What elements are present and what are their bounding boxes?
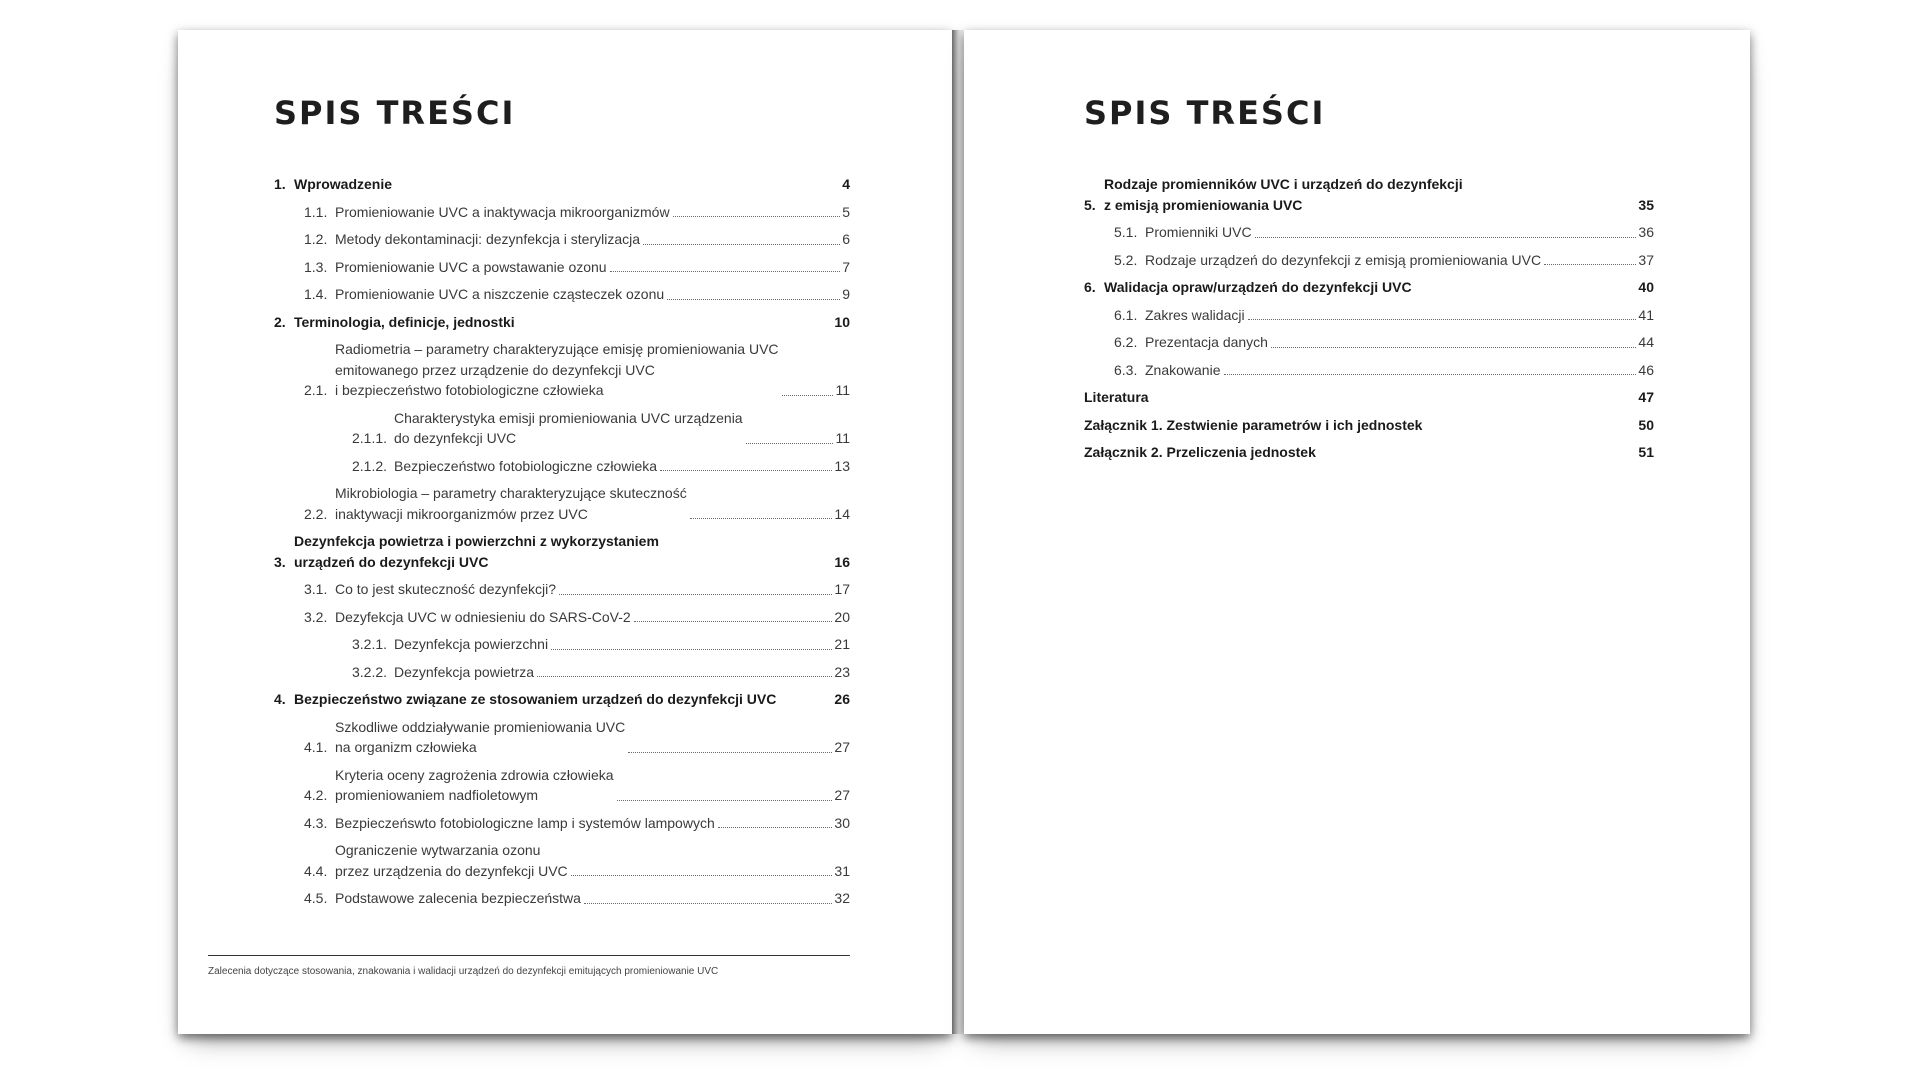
toc-entry-title: Metody dekontaminacji: dezynfekcja i sterylizacja bbox=[335, 231, 641, 247]
toc-entry-title: Co to jest skuteczność dezynfekcji? bbox=[335, 581, 556, 597]
toc-entry-number: 6.1. bbox=[1114, 306, 1138, 323]
toc-entry-page: 10 bbox=[834, 313, 850, 330]
toc-entry bbox=[274, 689, 850, 710]
toc-entry-number: 2.1.2. bbox=[352, 457, 388, 474]
toc-entry bbox=[1084, 360, 1654, 381]
dot-leader bbox=[610, 271, 841, 272]
toc-entry-page: 41 bbox=[1638, 306, 1654, 323]
toc-entry-title: Walidacja opraw/urządzeń do dezynfekcji UVC bbox=[1104, 279, 1412, 295]
footer-text: Zalecenia dotyczące stosowania, znakowania i walidacji urządzeń do dezynfekcji emitujących promieniowanie UVC bbox=[208, 966, 719, 977]
toc-entry-title: Bezpieczeństwo związane ze stosowaniem urządzeń do dezynfekcji UVC bbox=[294, 691, 777, 707]
dot-leader bbox=[673, 216, 841, 217]
toc-entry bbox=[274, 607, 850, 628]
toc-entry-title: Bezpieczeńswto fotobiologiczne lamp i systemów lampowych bbox=[335, 814, 715, 831]
toc-entry-title: Załącznik 1. Zestwienie parametrów i ich jednostek bbox=[1084, 416, 1423, 433]
toc-entry-title: Radiometria – parametry charakteryzujące emisję promieniowania UVC emitowanego przez urządzenie do dezynfekcji UVC i bezpieczeństwo fotobiologiczne człowieka bbox=[335, 341, 779, 398]
dot-leader bbox=[1224, 374, 1637, 375]
toc-entry-number: 2. bbox=[274, 313, 286, 330]
toc-entry-number: 4.5. bbox=[304, 890, 328, 906]
page-heading: SPIS TREŚCI bbox=[274, 94, 516, 132]
dot-leader bbox=[667, 299, 840, 300]
toc-entry bbox=[1084, 442, 1654, 463]
toc-entry-page: 40 bbox=[1638, 279, 1654, 295]
dot-leader bbox=[690, 518, 833, 519]
toc-entry-title: Promieniowanie UVC a inaktywacja mikroorganizmów bbox=[335, 203, 670, 220]
toc-entry-title: Terminologia, definicje, jednostki bbox=[294, 313, 515, 330]
toc-entry-number: 5. bbox=[1084, 196, 1096, 213]
table-of-contents bbox=[1084, 174, 1654, 470]
toc-entry-number: 3.2. bbox=[304, 608, 328, 625]
toc-entry bbox=[274, 257, 850, 278]
toc-entry-page: 11 bbox=[835, 430, 850, 446]
toc-entry-page: 5 bbox=[842, 203, 850, 220]
footer-divider bbox=[208, 955, 850, 956]
toc-entry-page: 44 bbox=[1638, 334, 1654, 350]
toc-entry-page: 47 bbox=[1638, 389, 1654, 405]
toc-entry-title: Prezentacja danych bbox=[1145, 334, 1268, 350]
toc-entry-title: Dezynfekcja powierzchni bbox=[394, 636, 549, 652]
dot-leader bbox=[551, 649, 832, 650]
toc-entry-number: 2.1.1. bbox=[352, 430, 388, 446]
toc-entry-title: Dezynfekcja powietrza bbox=[394, 663, 535, 680]
toc-entry-number: 1.4. bbox=[304, 286, 328, 302]
toc-entry-title: Kryteria oceny zagrożenia zdrowia człowieka promieniowaniem nadfioletowym bbox=[335, 766, 614, 803]
toc-entry-title: Literatura bbox=[1084, 389, 1149, 405]
toc-entry-title: Rodzaje urządzeń do dezynfekcji z emisją promieniowania UVC bbox=[1145, 251, 1542, 268]
toc-entry-title: Zakres walidacji bbox=[1145, 306, 1245, 323]
toc-entry bbox=[274, 202, 850, 223]
toc-entry-number: 2.1. bbox=[304, 382, 328, 398]
toc-entry-page: 20 bbox=[834, 608, 850, 625]
dot-leader bbox=[628, 752, 832, 753]
dot-leader bbox=[643, 244, 840, 245]
toc-entry-page: 16 bbox=[834, 553, 850, 570]
toc-entry-title: Promieniowanie UVC a powstawanie ozonu bbox=[335, 258, 607, 275]
toc-entry bbox=[1084, 415, 1654, 436]
toc-entry-title: Dezyfekcja UVC w odniesieniu do SARS-CoV-2 bbox=[335, 608, 631, 625]
toc-entry-number: 6.2. bbox=[1114, 334, 1138, 350]
toc-entry bbox=[274, 483, 850, 524]
toc-entry bbox=[1084, 387, 1654, 408]
toc-entry bbox=[274, 765, 850, 806]
toc-entry-number: 4. bbox=[274, 691, 286, 707]
toc-entry-page: 21 bbox=[834, 636, 850, 652]
toc-entry-title: Dezynfekcja powietrza i powierzchni z wykorzystaniem urządzeń do dezynfekcji UVC bbox=[294, 533, 659, 570]
toc-entry bbox=[1084, 277, 1654, 298]
toc-entry bbox=[274, 408, 850, 449]
toc-entry-number: 5.1. bbox=[1114, 224, 1138, 240]
toc-entry-number: 4.3. bbox=[304, 814, 328, 831]
dot-leader bbox=[660, 470, 832, 471]
toc-entry bbox=[274, 531, 850, 572]
toc-entry-title: Podstawowe zalecenia bezpieczeństwa bbox=[335, 890, 581, 906]
toc-entry-number: 4.2. bbox=[304, 787, 328, 803]
toc-entry-page: 7 bbox=[842, 258, 850, 275]
toc-entry bbox=[274, 229, 850, 250]
table-of-contents bbox=[274, 174, 850, 916]
toc-entry-page: 14 bbox=[834, 505, 850, 522]
toc-entry bbox=[274, 579, 850, 600]
toc-entry-page: 36 bbox=[1638, 224, 1654, 240]
toc-entry-number: 4.1. bbox=[304, 739, 328, 755]
toc-entry-number: 1.3. bbox=[304, 258, 328, 275]
toc-entry bbox=[274, 634, 850, 655]
toc-entry-page: 46 bbox=[1638, 361, 1654, 378]
toc-entry-number: 6.3. bbox=[1114, 361, 1138, 378]
toc-entry-page: 27 bbox=[834, 787, 850, 803]
toc-entry-page: 51 bbox=[1638, 444, 1654, 460]
dot-leader bbox=[1271, 347, 1636, 348]
toc-entry bbox=[274, 284, 850, 305]
dot-leader bbox=[1544, 264, 1636, 265]
toc-entry-title: Promienniki UVC bbox=[1145, 224, 1252, 240]
toc-entry-number: 3.2.1. bbox=[352, 636, 388, 652]
toc-entry-page: 9 bbox=[842, 286, 850, 302]
dot-leader bbox=[718, 827, 833, 828]
right-page bbox=[964, 30, 1750, 1034]
dot-leader bbox=[584, 903, 832, 904]
toc-entry-page: 27 bbox=[834, 739, 850, 755]
dot-leader bbox=[1255, 237, 1637, 238]
page-heading: SPIS TREŚCI bbox=[1084, 94, 1326, 132]
toc-entry-page: 26 bbox=[834, 691, 850, 707]
toc-entry-title: Bezpieczeństwo fotobiologiczne człowieka bbox=[394, 457, 658, 474]
toc-entry bbox=[1084, 250, 1654, 271]
dot-leader bbox=[617, 800, 833, 801]
toc-entry-number: 1. bbox=[274, 176, 286, 192]
toc-entry-number: 5.2. bbox=[1114, 251, 1138, 268]
toc-entry bbox=[274, 312, 850, 333]
toc-entry bbox=[1084, 174, 1654, 215]
toc-entry-number: 2.2. bbox=[304, 505, 328, 522]
toc-entry-page: 50 bbox=[1638, 416, 1654, 433]
dot-leader bbox=[1248, 319, 1637, 320]
dot-leader bbox=[746, 443, 834, 444]
toc-entry-number: 1.1. bbox=[304, 203, 328, 220]
toc-entry-page: 6 bbox=[842, 231, 850, 247]
toc-entry bbox=[274, 717, 850, 758]
toc-entry-title: Rodzaje promienników UVC i urządzeń do dezynfekcji z emisją promieniowania UVC bbox=[1104, 176, 1463, 213]
dot-leader bbox=[782, 395, 834, 396]
dot-leader bbox=[537, 676, 832, 677]
toc-entry-number: 3.1. bbox=[304, 581, 328, 597]
toc-entry-number: 6. bbox=[1084, 279, 1096, 295]
toc-entry-page: 30 bbox=[834, 814, 850, 831]
toc-entry-page: 17 bbox=[834, 581, 850, 597]
toc-entry bbox=[274, 813, 850, 834]
toc-entry-title: Promieniowanie UVC a niszczenie cząsteczek ozonu bbox=[335, 286, 665, 302]
toc-entry bbox=[274, 456, 850, 477]
book-gutter bbox=[952, 30, 964, 1034]
toc-entry-page: 11 bbox=[835, 382, 850, 398]
toc-entry-title: Znakowanie bbox=[1145, 361, 1221, 378]
dot-leader bbox=[634, 621, 833, 622]
toc-entry bbox=[1084, 332, 1654, 353]
toc-entry bbox=[274, 840, 850, 881]
toc-entry bbox=[274, 888, 850, 909]
toc-entry-number: 3. bbox=[274, 553, 286, 570]
toc-entry-page: 23 bbox=[834, 663, 850, 680]
toc-entry bbox=[1084, 222, 1654, 243]
dot-leader bbox=[559, 594, 832, 595]
dot-leader bbox=[571, 875, 833, 876]
toc-entry-title: Ograniczenie wytwarzania ozonu przez urządzenia do dezynfekcji UVC bbox=[335, 842, 568, 879]
toc-entry bbox=[274, 339, 850, 401]
toc-entry-title: Załącznik 2. Przeliczenia jednostek bbox=[1084, 444, 1316, 460]
toc-entry-page: 13 bbox=[834, 457, 850, 474]
toc-entry-title: Mikrobiologia – parametry charakteryzujące skuteczność inaktywacji mikroorganizmów przez UVC bbox=[335, 485, 687, 522]
toc-entry-page: 32 bbox=[834, 890, 850, 906]
toc-entry-number: 3.2.2. bbox=[352, 663, 388, 680]
toc-entry-page: 35 bbox=[1638, 196, 1654, 213]
toc-entry bbox=[274, 662, 850, 683]
toc-entry-number: 1.2. bbox=[304, 231, 328, 247]
toc-entry-title: Szkodliwe oddziaływanie promieniowania UVC na organizm człowieka bbox=[335, 718, 626, 755]
toc-entry-page: 4 bbox=[842, 176, 850, 192]
toc-entry-number: 4.4. bbox=[304, 862, 328, 879]
left-page bbox=[178, 30, 952, 1034]
toc-entry bbox=[274, 174, 850, 195]
toc-entry-page: 37 bbox=[1638, 251, 1654, 268]
toc-entry-page: 31 bbox=[834, 862, 850, 879]
toc-entry bbox=[1084, 305, 1654, 326]
toc-entry-title: Wprowadzenie bbox=[294, 176, 393, 192]
toc-entry-title: Charakterystyka emisji promieniowania UVC urządzenia do dezynfekcji UVC bbox=[394, 409, 743, 446]
